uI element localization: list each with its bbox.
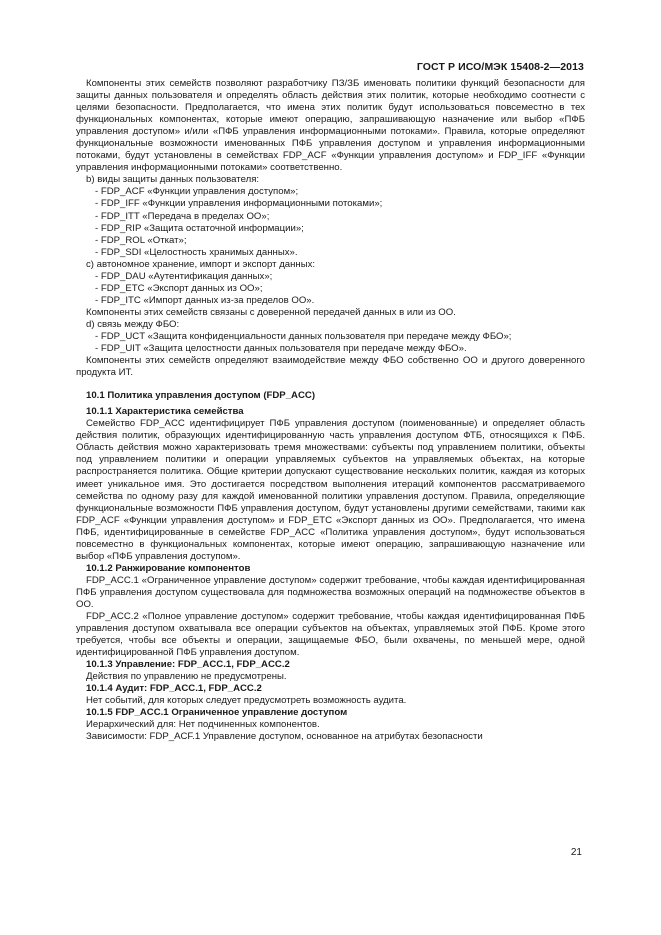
list-item: - FDP_ACF «Функции управления доступом»; [95,186,299,198]
paragraph-audit: Нет событий, для которых следует предусмотреть возможность аудита. [86,695,407,707]
list-item: - FDP_ROL «Откат»; [95,234,187,246]
list-item: - FDP_RIP «Защита остаточной информации»; [95,222,304,234]
standard-header: ГОСТ Р ИСО/МЭК 15408-2—2013 [416,61,584,73]
list-item: - FDP_UCT «Защита конфиденциальности данных пользователя при передаче между ФБО»; [95,330,512,342]
list-d-heading: d) связь между ФБО: [86,318,180,330]
paragraph-family-characteristics: Семейство FDP_ACC идентифицирует ПФБ управления доступом (поименованные) и определяет область действия политик, образующих идентифицированную часть управления доступом ФТБ, относящихся к ПФБ. Область действия можно характеризовать тремя множествами: субъекты под управлением политики, объекты под управлением политики и операции управляемых субъектов на управляемых объектах, на которые распространяется политика. Общие критерии допускают существование нескольких политик, каждая из которых имеет уникальное имя. Это достигается посредством выполнения итераций компонентов рассматриваемого семейства по одному разу для каждой именованной политики управления доступом. Правила, определяющие функциональные возможности ПФБ управления доступом, будут установлены другими семействами, такими как FDP_ACF «Функции управления доступом» и FDP_ETC «Экспорт данных из ОО». Предполагается, что имена ПФБ, идентифицированные в семействе FDP_ACC «Политика управления доступом», будут использоваться повсеместно в функциональных компонентах, которые имеют операцию, запрашивающую назначение или выбор «ПФБ управления доступом». [76,418,585,562]
page-number: 21 [570,847,582,858]
section-heading-10-1: 10.1 Политика управления доступом (FDP_ACC) [86,390,316,402]
list-item: - FDP_DAU «Аутентификация данных»; [95,270,273,282]
paragraph-dependencies: Зависимости: FDP_ACF.1 Управление доступом, основанное на атрибутах безопасности [86,731,483,743]
list-item: - FDP_IFF «Функции управления информационными потоками»; [95,198,383,210]
section-heading-10-1-5: 10.1.5 FDP_ACC.1 Ограниченное управление доступом [86,707,348,719]
section-heading-10-1-2: 10.1.2 Ранжирование компонентов [86,562,251,574]
paragraph-management: Действия по управлению не предусмотрены. [86,671,287,683]
document-body [76,78,585,744]
section-heading-10-1-1: 10.1.1 Характеристика семейства [86,406,244,418]
list-item: - FDP_ETC «Экспорт данных из ОО»; [95,282,263,294]
list-b-heading: b) виды защиты данных пользователя: [86,174,260,186]
paragraph-acc1: FDP_ACC.1 «Ограниченное управление доступом» содержит требование, чтобы каждая идентифицированная ПФБ управления доступом существовала для подмножества возможных операций на подмножестве объектов в ОО. [76,574,585,610]
paragraph-c-note: Компоненты этих семейств связаны с доверенной передачей данных в или из ОО. [86,306,456,318]
section-heading-10-1-3: 10.1.3 Управление: FDP_ACC.1, FDP_ACC.2 [86,659,290,671]
list-item: - FDP_SDI «Целостность хранимых данных». [95,246,298,258]
paragraph-acc2: FDP_ACC.2 «Полное управление доступом» содержит требование, чтобы каждая идентифицированная ПФБ управления доступом охватывала все операции субъектов на объектах, управляемых этой ПФБ. Кроме этого требуется, чтобы все объекты и операции, защищаемые ФБО, были охвачены, по меньшей мере, одной идентифицированной ПФБ управления доступом. [76,611,585,659]
paragraph-families-intro: Компоненты этих семейств позволяют разработчику ПЗ/ЗБ именовать политики функций безопасности для защиты данных пользователя и определять область действия этих политик, которые необходимо соотнести с целями безопасности. Предполагается, что имена этих политик будут использоваться повсеместно в тех функциональных компонентах, которые имеют операцию, запрашивающую назначение или выбор «ПФБ управления доступом» и/или «ПФБ управления информационными потоками». Правила, которые определяют функциональные возможности именованных ПФБ управления доступом и управления информационными потоками, будут установлены в семействах FDP_ACF «Функции управления доступом» и FDP_IFF «Функции управления информационными потоками» соответственно. [76,78,585,174]
list-item: - FDP_UIT «Защита целостности данных пользователя при передаче между ФБО». [95,343,467,355]
paragraph-d-note: Компоненты этих семейств определяют взаимодействие между ФБО собственно ОО и другого доверенного продукта ИТ. [76,355,585,379]
paragraph-hierarchical: Иерархический для: Нет подчиненных компонентов. [86,719,320,731]
list-item: - FDP_ITT «Передача в пределах ОО»; [95,210,270,222]
list-item: - FDP_ITC «Импорт данных из-за пределов ОО». [95,294,315,306]
section-heading-10-1-4: 10.1.4 Аудит: FDP_ACC.1, FDP_ACC.2 [86,683,262,695]
list-c-heading: c) автономное хранение, импорт и экспорт данных: [86,258,316,270]
